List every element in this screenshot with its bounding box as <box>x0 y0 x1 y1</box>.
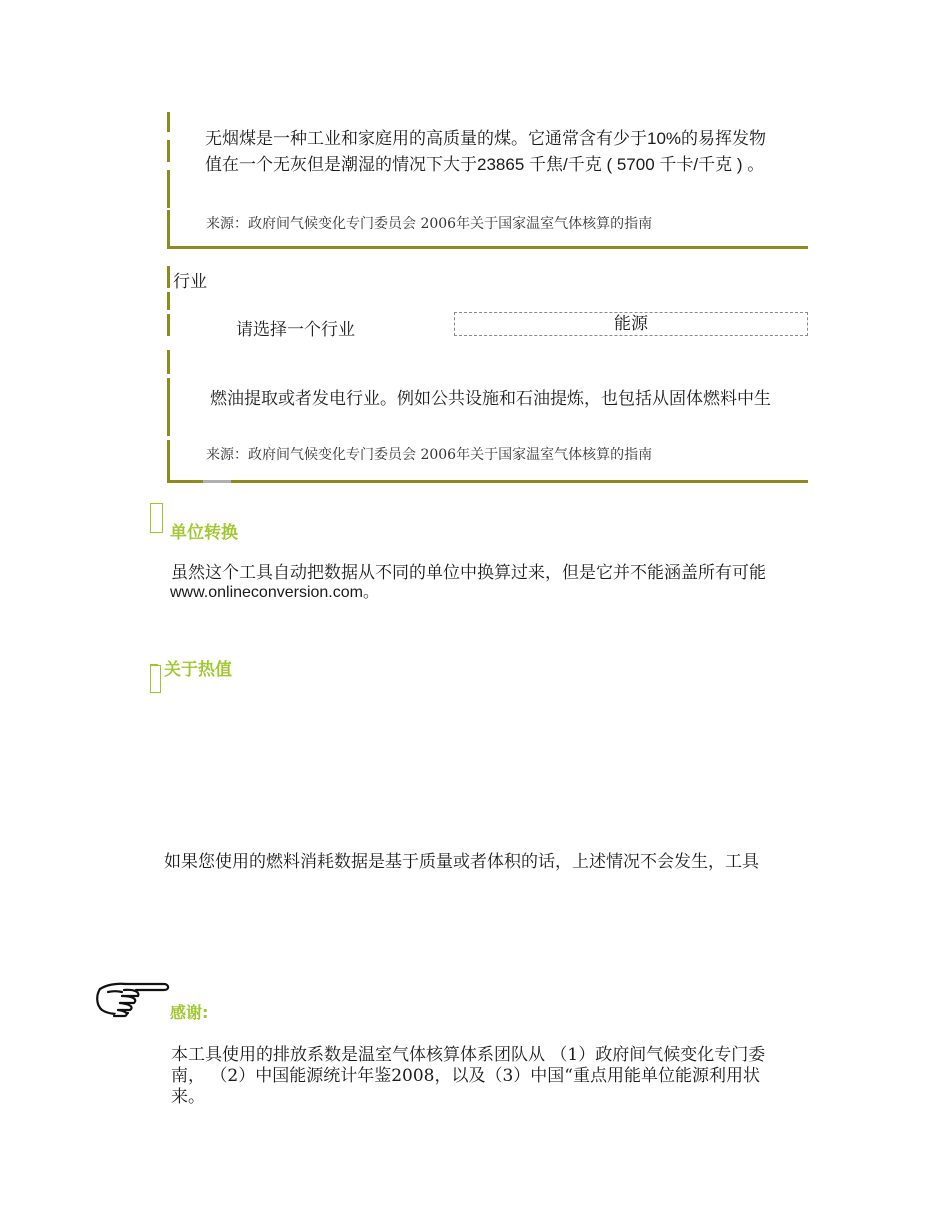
sector-select-label: 请选择一个行业 <box>236 320 355 340</box>
fuel-source-note: 来源：政府间气候变化专门委员会 2006年关于国家温室气体核算的指南 <box>206 216 653 232</box>
sector-heading: 行业 <box>173 272 207 291</box>
box-shadow-mark <box>203 480 231 483</box>
box-left-border <box>167 170 170 208</box>
box-left-border <box>167 314 170 336</box>
unit-conversion-heading: 单位转换 <box>170 523 238 543</box>
box-left-border <box>167 266 170 288</box>
checkbox-icon <box>150 503 163 533</box>
checkbox-icon <box>150 665 161 693</box>
fuel-description-line1: 无烟煤是一种工业和家庭用的高质量的煤。它通常含有少于10%的易挥发物 <box>205 129 767 148</box>
box-left-border <box>167 378 170 436</box>
sector-source-note: 来源：政府间气候变化专门委员会 2006年关于国家温室气体核算的指南 <box>206 447 653 463</box>
box-left-border <box>167 440 170 482</box>
box-divider <box>167 246 808 249</box>
box-bottom-border <box>167 480 808 483</box>
thanks-line1: 本工具使用的排放系数是温室气体核算体系团队从 （1）政府间气候变化专门委 <box>171 1045 766 1065</box>
unit-conversion-line1: 虽然这个工具自动把数据从不同的单位中换算过来，但是它并不能涵盖所有可能 <box>171 563 766 583</box>
box-left-border <box>167 140 170 162</box>
sector-select-value: 能源 <box>614 314 648 333</box>
pointing-hand-icon <box>94 979 172 1019</box>
box-left-border <box>167 292 170 310</box>
sector-description: 燃油提取或者发电行业。例如公共设施和石油提炼，也包括从固体燃料中生 <box>210 389 771 408</box>
fuel-description-line2: 值在一个无灰但是潮湿的情况下大于23865 千焦/千克 ( 5700 千卡/千克 ) 。 <box>205 155 765 174</box>
thanks-heading: 感谢: <box>170 1003 209 1022</box>
box-left-border <box>167 210 170 248</box>
unit-conversion-link[interactable]: www.onlineconversion.com。 <box>170 584 379 601</box>
thanks-line3: 来。 <box>171 1087 205 1107</box>
heat-value-heading: 关于热值 <box>164 660 232 680</box>
thanks-line2: 南， （2）中国能源统计年鉴2008，以及（3）中国“重点用能单位能源利用状 <box>171 1066 760 1086</box>
box-left-border <box>167 112 170 132</box>
sector-select[interactable] <box>454 312 808 336</box>
box-left-border <box>167 350 170 374</box>
heat-value-paragraph: 如果您使用的燃料消耗数据是基于质量或者体积的话，上述情况不会发生，工具 <box>164 852 759 872</box>
